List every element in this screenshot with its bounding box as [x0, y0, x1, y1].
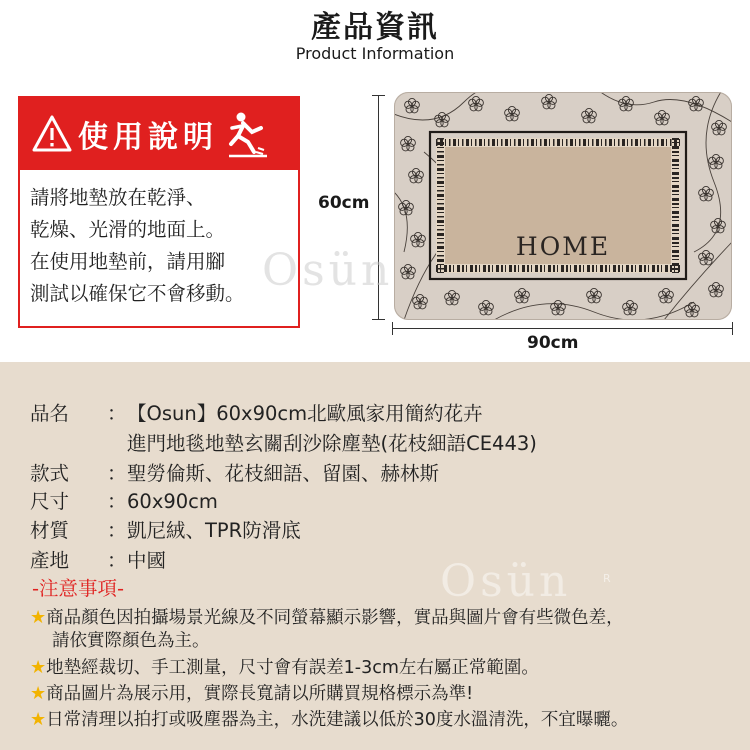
usage-instructions-box	[18, 96, 300, 328]
spec-row-style	[30, 458, 439, 486]
spec-label: 款式	[30, 462, 70, 485]
instruction-line: 測試以確保它不會移動。	[30, 282, 245, 305]
page-subtitle: Product Information	[295, 44, 455, 63]
warning-triangle-icon	[32, 114, 72, 154]
notice-item-cont: 請依實際顏色為主。	[52, 631, 210, 651]
star-icon: ★	[30, 709, 47, 730]
spec-row-material	[30, 515, 301, 543]
instruction-line: 乾燥、光滑的地面上。	[30, 218, 226, 241]
spec-colon: ：	[107, 490, 127, 513]
height-dimension-label: 60cm	[318, 193, 370, 213]
height-dimension-tick	[372, 95, 385, 96]
spec-label: 尺寸	[30, 490, 70, 513]
width-dimension-label: 90cm	[527, 333, 579, 353]
width-dimension-tick	[732, 322, 733, 335]
brand-watermark: Osün	[262, 245, 394, 296]
spec-value: 【Osun】60x90cm北歐風家用簡約花卉	[127, 402, 483, 425]
product-info-top-section	[0, 0, 750, 362]
instruction-line: 請將地墊放在乾淨、	[30, 186, 206, 209]
width-dimension-tick	[392, 322, 393, 335]
spec-value: 聖勞倫斯、花枝細語、留園、赫林斯	[127, 462, 440, 485]
width-dimension-line	[392, 328, 732, 329]
spec-row-name-cont	[127, 428, 537, 456]
instruction-line: 在使用地墊前，請用腳	[30, 250, 226, 273]
star-icon: ★	[30, 657, 47, 678]
star-icon: ★	[30, 683, 47, 704]
spec-label: 品名	[30, 402, 70, 425]
spec-value: 進門地毯地墊玄關刮沙除塵墊(花枝細語CE443)	[127, 432, 537, 455]
doormat-home-text: HOME	[515, 232, 611, 261]
spec-label: 材質	[30, 519, 70, 542]
notice-item: ★商品圖片為展示用，實際長寬請以所購買規格標示為準!	[30, 683, 474, 704]
brand-watermark: Osün	[440, 556, 572, 607]
notice-item: ★商品顏色因拍攝場景光線及不同螢幕顯示影響，實品與圖片會有些微色差，	[30, 607, 624, 628]
spec-row-size	[30, 486, 218, 514]
star-icon: ★	[30, 607, 47, 628]
notice-item: ★地墊經裁切、手工測量，尺寸會有誤差1-3cm左右屬正常範圍。	[30, 657, 539, 678]
height-dimension-tick	[372, 319, 385, 320]
spec-value: 60x90cm	[127, 490, 218, 513]
notice-item: ★日常清理以拍打或吸塵器為主，水洗建議以低於30度水溫清洗，不宜曝曬。	[30, 709, 629, 730]
spec-colon: ：	[107, 519, 127, 542]
registered-mark: R	[603, 572, 611, 585]
spec-colon: ：	[107, 462, 127, 485]
slipping-person-icon	[228, 110, 268, 158]
doormat-image	[394, 92, 732, 320]
spec-value: 凱尼絨、TPR防滑底	[127, 519, 301, 542]
page-title: 產品資訊	[311, 10, 439, 45]
spec-value: 中國	[127, 549, 167, 572]
notice-title: -注意事項-	[32, 577, 125, 600]
spec-colon: ：	[107, 402, 127, 425]
usage-instructions-text	[20, 170, 298, 310]
usage-instructions-header	[20, 98, 298, 170]
spec-row-name	[30, 398, 483, 426]
spec-row-origin	[30, 545, 166, 573]
spec-colon: ：	[107, 549, 127, 572]
spec-label: 產地	[30, 549, 70, 572]
usage-instructions-title: 使用說明	[78, 120, 218, 155]
